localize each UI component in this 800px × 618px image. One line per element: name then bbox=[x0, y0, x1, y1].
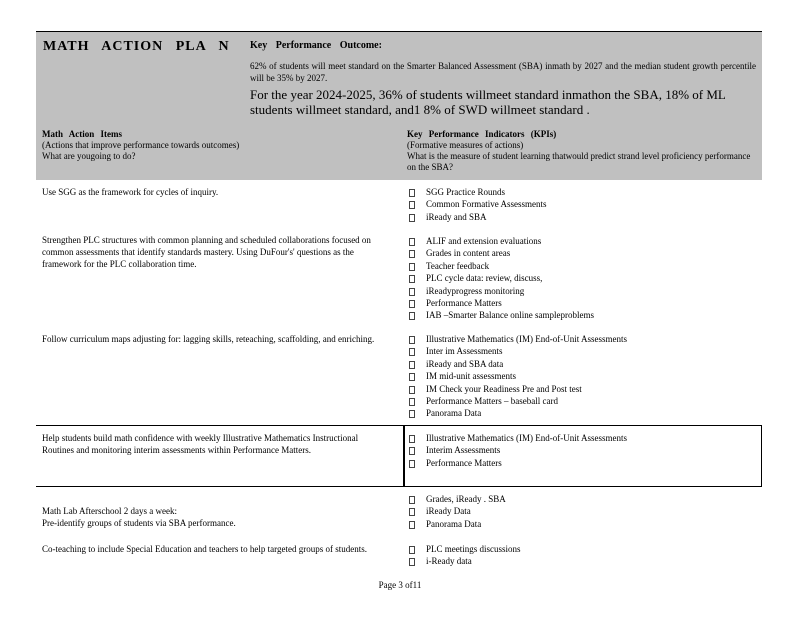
kpi-item: IAB –Smarter Balance online sampleproblems bbox=[408, 309, 758, 321]
kpi-list bbox=[408, 235, 758, 322]
kpi-item: SGG Practice Rounds bbox=[408, 186, 758, 198]
checkbox-icon bbox=[409, 250, 415, 258]
action-item: Strengthen PLC structures with common planning and scheduled collaborations focused on common assessments that identify standards mastery. Using DuFour's' questions as the framework for the PLC collaboration time. bbox=[42, 235, 371, 269]
action-item: Help students build math confidence with weekly Illustrative Mathematics Instructional Routines and monitoring interim assessments within Performance Matters. bbox=[42, 433, 359, 455]
kpi-item: Teacher feedback bbox=[408, 260, 758, 272]
checkbox-icon bbox=[409, 496, 415, 504]
checkbox-icon bbox=[409, 521, 415, 529]
kpi-item: iReady and SBA bbox=[408, 211, 758, 223]
checkbox-icon bbox=[409, 361, 415, 369]
checkbox-icon bbox=[409, 558, 415, 566]
checkbox-icon bbox=[409, 373, 415, 381]
plan-header bbox=[36, 31, 762, 180]
checkbox-icon bbox=[409, 214, 415, 222]
action-item: Math Lab Afterschool 2 days a week: Pre-identify groups of students via SBA performance. bbox=[42, 506, 236, 528]
action-items-subheading: (Actions that improve performance towards outcomes) bbox=[42, 140, 240, 150]
action-item: Follow curriculum maps adjusting for: lagging skills, reteaching, scaffolding, and enriching. bbox=[42, 334, 375, 344]
checkbox-icon bbox=[409, 546, 415, 554]
kpi-item: Panorama Data bbox=[408, 407, 758, 419]
kpi-item: Inter im Assessments bbox=[408, 345, 758, 357]
kpi-subheading: (Formative measures of actions) bbox=[407, 140, 524, 150]
kpi-item: Performance Matters bbox=[408, 457, 758, 469]
plan-title: MATH ACTION PLA N bbox=[43, 39, 230, 54]
kpi-item: IM Check your Readiness Pre and Post test bbox=[408, 383, 758, 395]
checkbox-icon bbox=[409, 288, 415, 296]
kpi-item: Performance Matters – baseball card bbox=[408, 395, 758, 407]
kpi-item: Performance Matters bbox=[408, 297, 758, 309]
kpi-item: Grades in content areas bbox=[408, 247, 758, 259]
action-item: Use SGG as the framework for cycles of inquiry. bbox=[42, 187, 219, 197]
kpi-item: Grades, iReady . SBA bbox=[408, 493, 758, 505]
checkbox-icon bbox=[409, 508, 415, 516]
kpi-item: Illustrative Mathematics (IM) End-of-Unit Assessments bbox=[408, 333, 758, 345]
kpi-item: iReady Data bbox=[408, 505, 758, 517]
kpi-item: Illustrative Mathematics (IM) End-of-Unit Assessments bbox=[408, 432, 758, 444]
checkbox-icon bbox=[409, 189, 415, 197]
kpi-list bbox=[408, 333, 758, 420]
kpi-list bbox=[408, 543, 758, 568]
kpi-item: ALIF and extension evaluations bbox=[408, 235, 758, 247]
kpi-item: iReadyprogress monitoring bbox=[408, 285, 758, 297]
kpi-list bbox=[408, 432, 758, 469]
action-items-heading: Math Action Items bbox=[42, 129, 122, 139]
kpi-item: Panorama Data bbox=[408, 518, 758, 530]
checkbox-icon bbox=[409, 410, 415, 418]
page-number: Page 3 of11 bbox=[378, 580, 422, 590]
checkbox-icon bbox=[409, 398, 415, 406]
checkbox-icon bbox=[409, 386, 415, 394]
kpi-item: PLC meetings discussions bbox=[408, 543, 758, 555]
checkbox-icon bbox=[409, 275, 415, 283]
kpi-list bbox=[408, 493, 758, 530]
kpi-question: What is the measure of student learning thatwould predict strand level proficiency performance on the SBA? bbox=[407, 151, 751, 172]
checkbox-icon bbox=[409, 336, 415, 344]
checkbox-icon bbox=[409, 201, 415, 209]
kpi-item: Interim Assessments bbox=[408, 444, 758, 456]
checkbox-icon bbox=[409, 300, 415, 308]
kpi-item: PLC cycle data: review, discuss, bbox=[408, 272, 758, 284]
checkbox-icon bbox=[409, 435, 415, 443]
checkbox-icon bbox=[409, 348, 415, 356]
kpi-item: IM mid-unit assessments bbox=[408, 370, 758, 382]
kpi-column-header bbox=[407, 129, 757, 173]
kpi-item: i-Ready data bbox=[408, 555, 758, 567]
year-goal-text: For the year 2024-2025, 36% of students willmeet standard inmathon the SBA, 18% of ML students willmeet standard, and1 8% of SWD willmeet standard . bbox=[250, 87, 726, 117]
checkbox-icon bbox=[409, 460, 415, 468]
checkbox-icon bbox=[409, 447, 415, 455]
key-performance-outcome-label: Key Performance Outcome: bbox=[250, 40, 382, 51]
kpi-heading: Key Performance Indicators (KPIs) bbox=[407, 129, 557, 139]
column-divider bbox=[403, 426, 405, 486]
kpi-item: iReady and SBA data bbox=[408, 358, 758, 370]
kpi-list bbox=[408, 186, 758, 223]
action-items-column-header bbox=[42, 129, 382, 162]
checkbox-icon bbox=[409, 263, 415, 271]
action-items-question: What are yougoing to do? bbox=[42, 151, 136, 161]
key-performance-outcome-text: 62% of students will meet standard on the Smarter Balanced Assessment (SBA) inmath by 2027 and the median student growth percentile will be 35% by 2027. bbox=[250, 61, 756, 83]
action-item: Co-teaching to include Special Education and teachers to help targeted groups of students. bbox=[42, 544, 367, 554]
checkbox-icon bbox=[409, 312, 415, 320]
checkbox-icon bbox=[409, 238, 415, 246]
kpi-item: Common Formative Assessments bbox=[408, 198, 758, 210]
